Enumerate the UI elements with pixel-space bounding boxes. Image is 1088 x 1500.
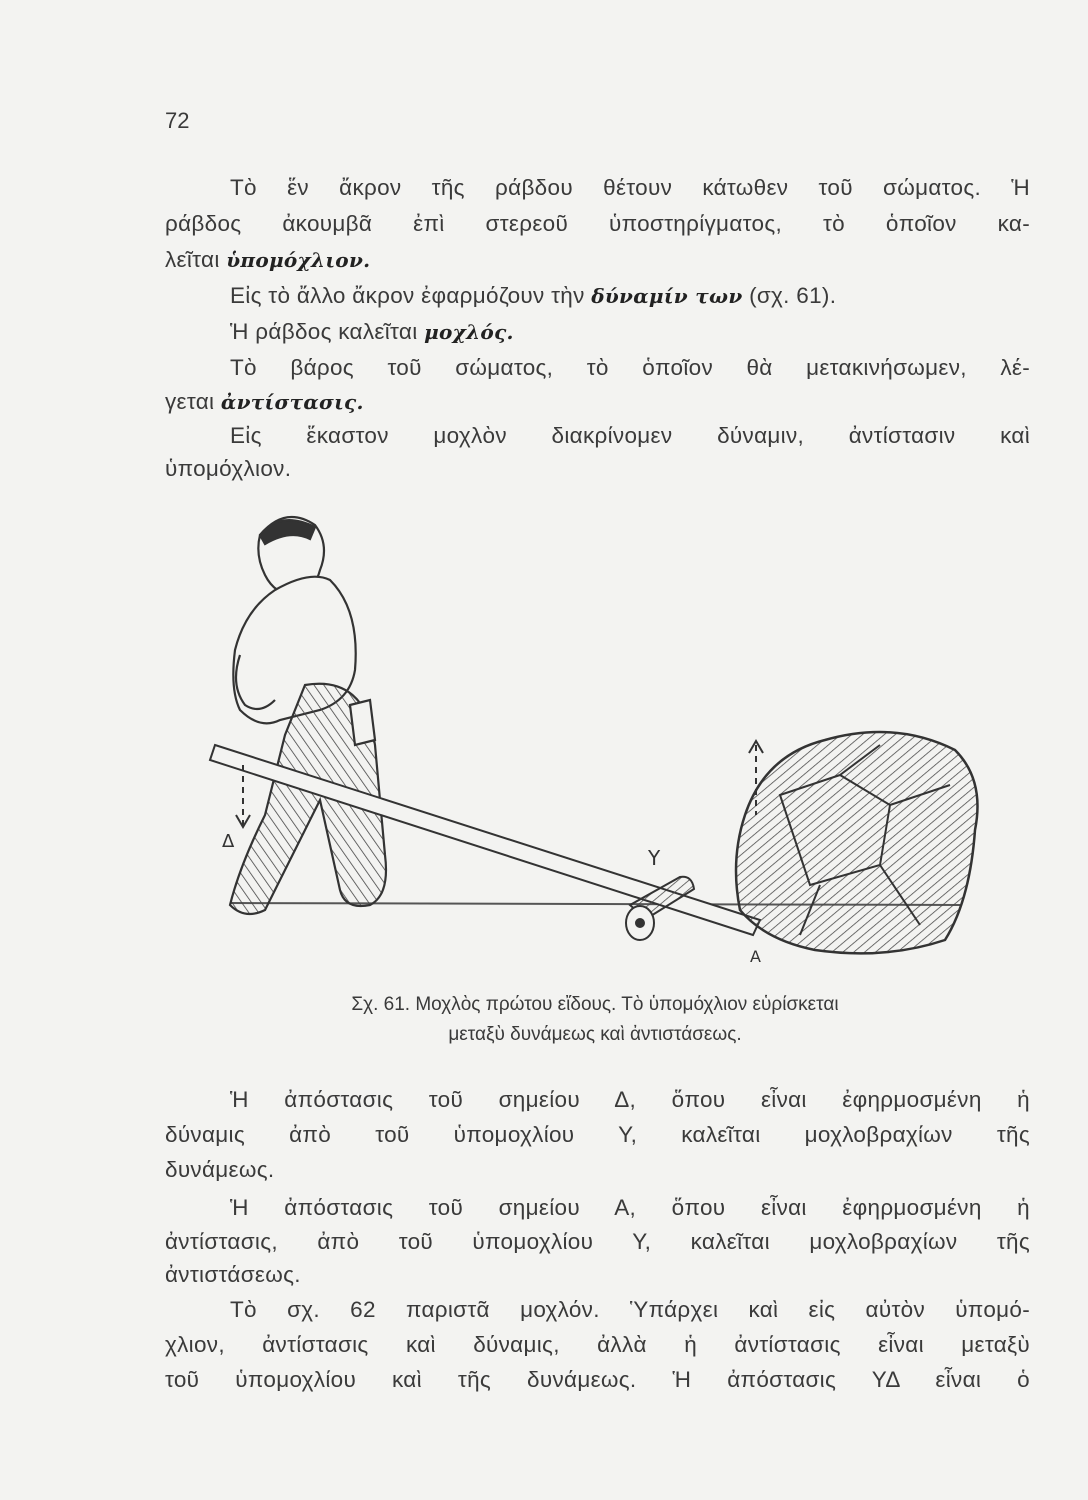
force-arrow-down <box>236 765 250 827</box>
text-line: δυνάμεως. <box>165 1157 275 1182</box>
text-line: Ἡ ἀπόστασις τοῦ σημείου Δ, ὅπου εἶναι ἐφηρμοσμένη ἡ <box>230 1087 1030 1112</box>
text-line <box>165 388 1030 416</box>
text-line <box>165 246 1030 274</box>
rock <box>736 732 978 953</box>
label-fulcrum: Υ <box>648 846 661 870</box>
text-span: Εἰς τὸ ἄλλο ἄκρον ἐφαρμόζουν τὴν <box>230 283 592 308</box>
text-line: ὑπομόχλιον. <box>165 456 292 481</box>
text-line: Ἡ ἀπόστασις τοῦ σημείου Α, ὅπου εἶναι ἐφηρμοσμένη ἡ <box>230 1195 1030 1220</box>
text-span: Ἡ ράβδος καλεῖται <box>230 319 425 344</box>
text-line: ἀντιστάσεως. <box>165 1262 301 1287</box>
text-line: ἀντίστασις, ἀπὸ τοῦ ὑπομοχλίου Υ, καλεῖται μοχλοβραχίων τῆς <box>165 1229 1030 1254</box>
text-line: Τὸ βάρος τοῦ σώματος, τὸ ὁποῖον θὰ μετακινήσωμεν, λέ- <box>230 355 1030 380</box>
emphasis-term: δύναμίν των <box>591 284 743 308</box>
figure-caption-line: Σχ. 61. Μοχλὸς πρώτου εἴδους. Τὸ ὑπομόχλιον εὑρίσκεται <box>351 994 839 1015</box>
text-span: (σχ. 61). <box>742 283 837 308</box>
text-line: Εἰς ἕκαστον μοχλὸν διακρίνομεν δύναμιν, ἀντίστασιν καὶ <box>230 423 1030 448</box>
man-figure <box>230 517 386 914</box>
text-span: γεται <box>165 389 221 414</box>
emphasis-term: μοχλός. <box>424 320 514 344</box>
text-line <box>165 318 1030 346</box>
figure-caption-line: μεταξὺ δυνάμεως καὶ ἀντιστάσεως. <box>448 1024 742 1045</box>
text-span: λεῖται <box>165 247 227 272</box>
text-line <box>165 282 1030 310</box>
text-line: Τὸ ἕν ἄκρον τῆς ράβδου θέτουν κάτωθεν τοῦ σώματος. Ἡ <box>230 175 1030 200</box>
label-resistance: Α <box>750 947 761 966</box>
lever-illustration <box>200 495 1000 975</box>
page-number: 72 <box>165 108 190 133</box>
text-line: Τὸ σχ. 62 παριστᾶ μοχλόν. Ὑπάρχει καὶ εἰς αὐτὸν ὑπομό- <box>230 1297 1030 1322</box>
text-line: δύναμις ἀπὸ τοῦ ὑπομοχλίου Υ, καλεῖται μοχλοβραχίων τῆς <box>165 1122 1030 1147</box>
emphasis-term: ἀντίστασις. <box>220 390 364 414</box>
text-line: χλιον, ἀντίστασις καὶ δύναμις, ἀλλὰ ἡ ἀντίστασις εἶναι μεταξὺ <box>165 1332 1030 1357</box>
text-line: ράβδος ἀκουμβᾶ ἐπὶ στερεοῦ ὑποστηρίγματος, τὸ ὁποῖον κα- <box>165 211 1030 236</box>
label-force: Δ <box>222 831 235 852</box>
text-line: τοῦ ὑπομοχλίου καὶ τῆς δυνάμεως. Ἡ ἀπόστασις ΥΔ εἶναι ὁ <box>165 1367 1030 1392</box>
emphasis-term: ὑπομόχλιον. <box>226 248 371 272</box>
